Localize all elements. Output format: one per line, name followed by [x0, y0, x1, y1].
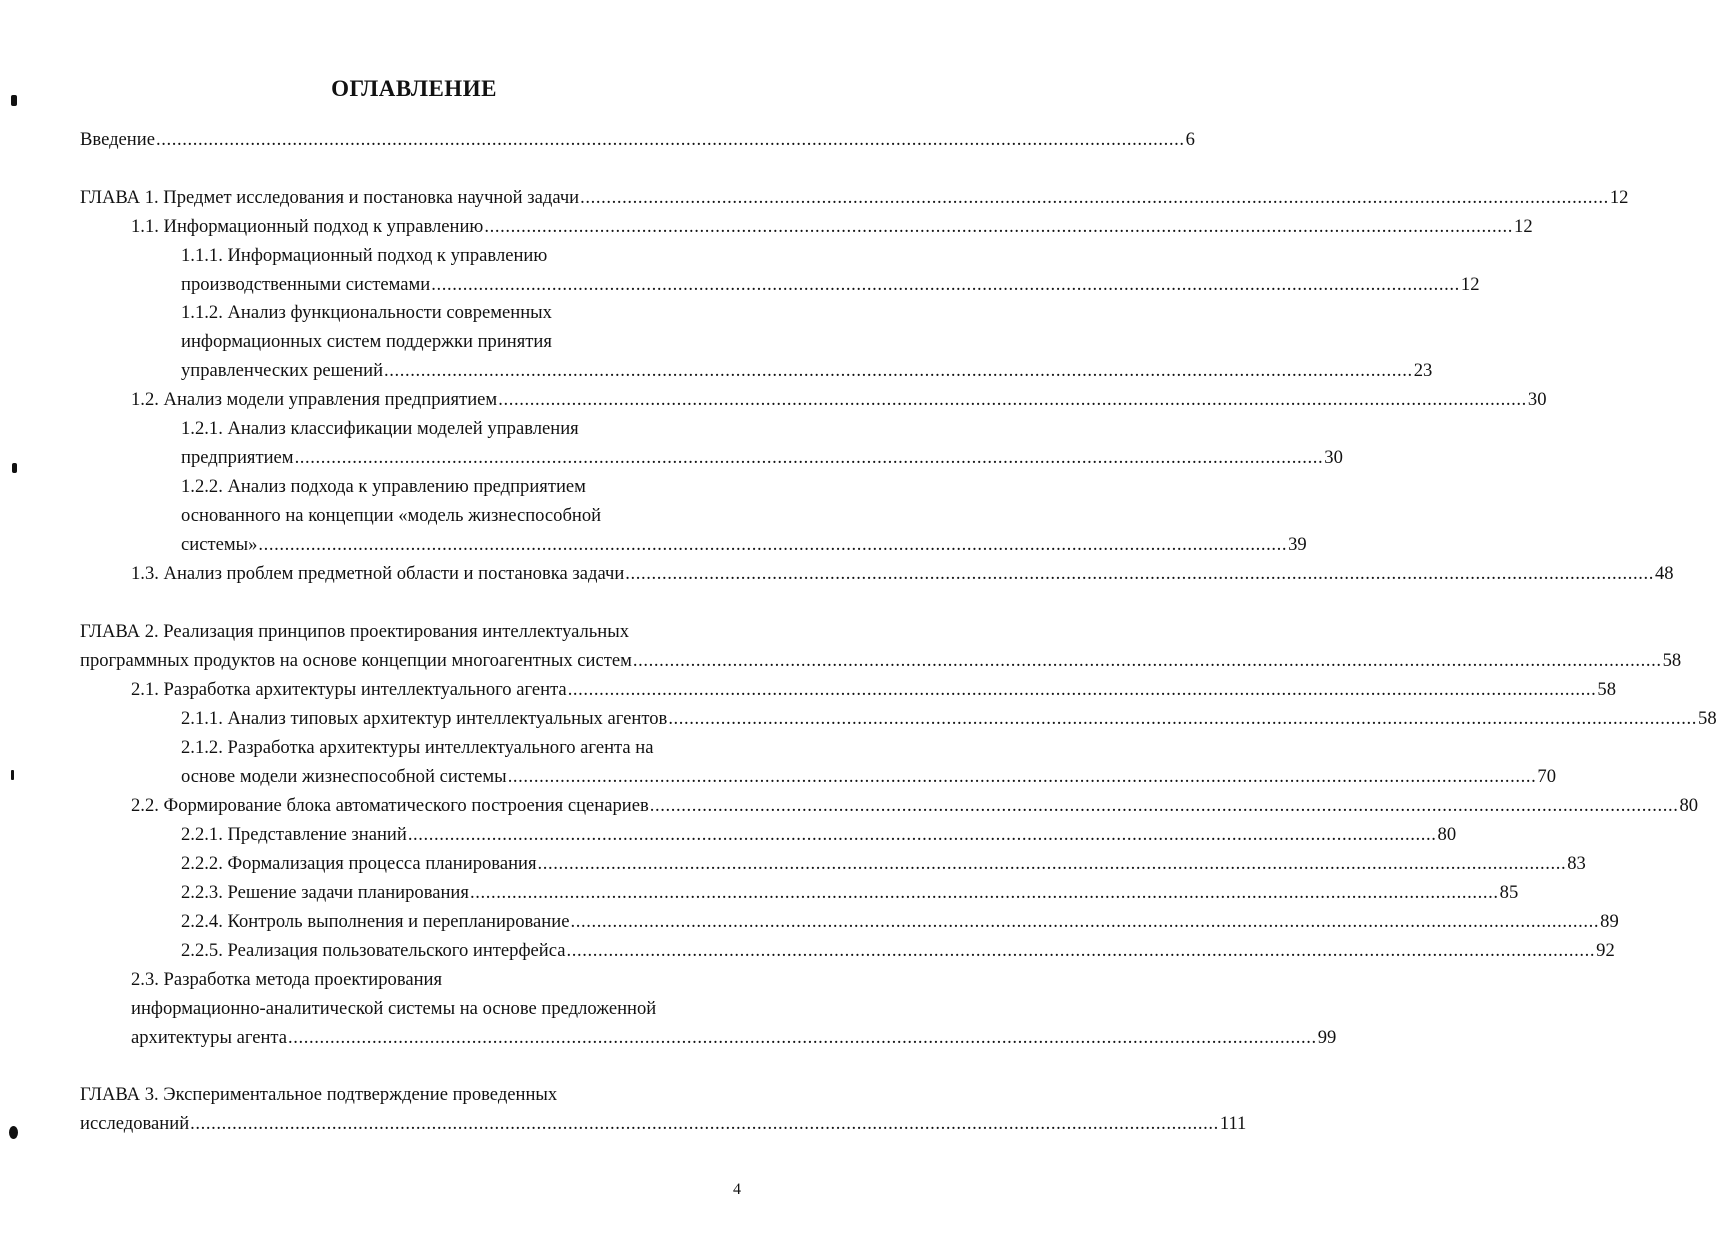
leader-dots: .................................................................................................................................................................................................... — [469, 882, 1499, 903]
toc-entry-2-1-2-line1[interactable]: 2.1.2. Разработка архитектуры интеллектуального агента на — [181, 737, 654, 758]
scan-mark-4 — [9, 1126, 18, 1139]
toc-entry-text: 2.2.1. Представление знаний — [181, 824, 407, 845]
leader-dots: .................................................................................................................................................................................................... — [567, 679, 1597, 700]
toc-entry-1-1-1-line1[interactable]: 1.1.1. Информационный подход к управлению — [181, 245, 548, 266]
toc-page-number: 111 — [1219, 1113, 1247, 1134]
toc-entry-text: 2.2.5. Реализация пользовательского интерфейса — [181, 940, 566, 961]
toc-entry-text: исследований — [80, 1113, 190, 1134]
leader-dots: .................................................................................................................................................................................................... — [155, 129, 1185, 150]
toc-entry-text: основе модели жизнеспособной системы — [181, 766, 507, 787]
toc-entry-2-1-2[interactable] — [181, 762, 1556, 791]
toc-page-number: 58 — [1662, 650, 1682, 671]
toc-page-number: 89 — [1600, 911, 1619, 932]
page-number: 4 — [733, 1181, 741, 1198]
toc-entry-chapter-2[interactable] — [80, 646, 1682, 675]
leader-dots: .................................................................................................................................................................................................... — [537, 853, 1567, 874]
toc-entry-text: 2.2.3. Решение задачи планирования — [181, 882, 469, 903]
toc-entry-2-2-1[interactable] — [181, 820, 1457, 849]
leader-dots: .................................................................................................................................................................................................... — [570, 911, 1600, 932]
toc-page-number: 70 — [1537, 766, 1556, 787]
toc-entry-1-1-2[interactable] — [181, 356, 1433, 385]
toc-entry-2-3[interactable] — [131, 1023, 1337, 1052]
toc-page-number: 99 — [1317, 1027, 1337, 1048]
leader-dots: .................................................................................................................................................................................................... — [407, 824, 1437, 845]
leader-dots: .................................................................................................................................................................................................... — [294, 447, 1324, 468]
toc-page-number: 85 — [1499, 882, 1519, 903]
toc-page-number: 12 — [1460, 274, 1480, 295]
toc-entry-2-1[interactable] — [131, 675, 1616, 704]
toc-entry-chapter-2-line1[interactable]: ГЛАВА 2. Реализация принципов проектирования интеллектуальных — [80, 621, 630, 642]
toc-page-number: 80 — [1679, 795, 1699, 816]
toc-entry-text: 2.1. Разработка архитектуры интеллектуального агента — [131, 679, 567, 700]
toc-page-number: 30 — [1324, 447, 1343, 468]
toc-entry-text: 1.1. Информационный подход к управлению — [131, 216, 484, 237]
leader-dots: .................................................................................................................................................................................................... — [190, 1113, 1219, 1134]
leader-dots: .................................................................................................................................................................................................... — [484, 216, 1514, 237]
toc-entry-text: Введение — [80, 129, 155, 150]
toc-entry-chapter-1[interactable] — [80, 183, 1629, 212]
toc-page-number: 12 — [1609, 187, 1629, 208]
toc-entry-2-2-5[interactable] — [181, 936, 1615, 965]
toc-page-number: 48 — [1654, 563, 1674, 584]
toc-page-number: 83 — [1567, 853, 1586, 874]
leader-dots: .................................................................................................................................................................................................... — [625, 563, 1654, 584]
toc-page-number: 58 — [1698, 708, 1717, 729]
toc-entry-2-2-4[interactable] — [181, 907, 1619, 936]
leader-dots: .................................................................................................................................................................................................... — [566, 940, 1596, 961]
toc-entry-text: системы» — [181, 534, 258, 555]
toc-entry-2-3-line2[interactable]: информационно-аналитической системы на основе предложенной — [131, 998, 657, 1019]
toc-entry-1-2-1[interactable] — [181, 443, 1343, 472]
toc-entry-text: архитектуры агента — [131, 1027, 288, 1048]
toc-page-number: 30 — [1527, 389, 1547, 410]
toc-entry-1-2-2-line2[interactable]: основанного на концепции «модель жизнеспособной — [181, 505, 602, 526]
toc-entry-1-1[interactable] — [131, 212, 1533, 241]
leader-dots: .................................................................................................................................................................................................... — [498, 389, 1527, 410]
toc-page-number: 92 — [1596, 940, 1615, 961]
toc-entry-text: 2.1.1. Анализ типовых архитектур интеллектуальных агентов — [181, 708, 668, 729]
toc-entry-1-2-1-line1[interactable]: 1.2.1. Анализ классификации моделей управления — [181, 418, 579, 439]
toc-entry-1-1-2-line1[interactable]: 1.1.2. Анализ функциональности современных — [181, 302, 552, 323]
leader-dots: .................................................................................................................................................................................................... — [258, 534, 1288, 555]
toc-entry-intro[interactable] — [80, 125, 1195, 154]
toc-entry-2-2-2[interactable] — [181, 849, 1586, 878]
toc-entry-text: 2.2.4. Контроль выполнения и перепланирование — [181, 911, 570, 932]
toc-entry-2-2-3[interactable] — [181, 878, 1519, 907]
toc-entry-text: управленческих решений — [181, 360, 384, 381]
scan-mark-2 — [12, 463, 17, 473]
toc-page-number: 80 — [1437, 824, 1457, 845]
toc-page-number: 6 — [1185, 129, 1195, 150]
toc-entry-text: 2.2.2. Формализация процесса планирования — [181, 853, 537, 874]
leader-dots: .................................................................................................................................................................................................... — [288, 1027, 1317, 1048]
toc-entry-2-1-1[interactable] — [181, 704, 1717, 733]
toc-entry-text: программных продуктов на основе концепции многоагентных систем — [80, 650, 632, 671]
toc-entry-1-3[interactable] — [131, 559, 1674, 588]
toc-entry-chapter-3-line1[interactable]: ГЛАВА 3. Экспериментальное подтверждение проведенных — [80, 1084, 558, 1105]
leader-dots: .................................................................................................................................................................................................... — [580, 187, 1609, 208]
scan-mark-3 — [11, 770, 14, 780]
toc-page-number: 39 — [1288, 534, 1307, 555]
page-title: ОГЛАВЛЕНИЕ — [331, 76, 497, 101]
toc-entry-1-1-1[interactable] — [181, 270, 1480, 299]
toc-entry-text: ГЛАВА 1. Предмет исследования и постановка научной задачи — [80, 187, 580, 208]
toc-entry-chapter-3[interactable] — [80, 1109, 1247, 1138]
toc-page-number: 23 — [1413, 360, 1433, 381]
leader-dots: .................................................................................................................................................................................................... — [431, 274, 1460, 295]
toc-entry-1-2-2-line1[interactable]: 1.2.2. Анализ подхода к управлению предприятием — [181, 476, 586, 497]
leader-dots: .................................................................................................................................................................................................... — [668, 708, 1698, 729]
toc-page-number: 12 — [1514, 216, 1533, 237]
toc-page-number: 58 — [1597, 679, 1616, 700]
leader-dots: .................................................................................................................................................................................................... — [507, 766, 1537, 787]
toc-entry-1-1-2-line2[interactable]: информационных систем поддержки принятия — [181, 331, 552, 352]
toc-entry-text: предприятием — [181, 447, 294, 468]
leader-dots: .................................................................................................................................................................................................... — [649, 795, 1679, 816]
toc-entry-text: производственными системами — [181, 274, 431, 295]
toc-entry-1-2[interactable] — [131, 385, 1547, 414]
toc-entry-text: 1.3. Анализ проблем предметной области и постановка задачи — [131, 563, 625, 584]
toc-entry-text: 2.2. Формирование блока автоматического построения сценариев — [131, 795, 649, 816]
leader-dots: .................................................................................................................................................................................................... — [632, 650, 1662, 671]
toc-entry-2-2[interactable] — [131, 791, 1699, 820]
toc-entry-2-3-line1[interactable]: 2.3. Разработка метода проектирования — [131, 969, 443, 990]
leader-dots: .................................................................................................................................................................................................... — [384, 360, 1413, 381]
toc-entry-text: 1.2. Анализ модели управления предприятием — [131, 389, 498, 410]
toc-entry-1-2-2[interactable] — [181, 530, 1307, 559]
